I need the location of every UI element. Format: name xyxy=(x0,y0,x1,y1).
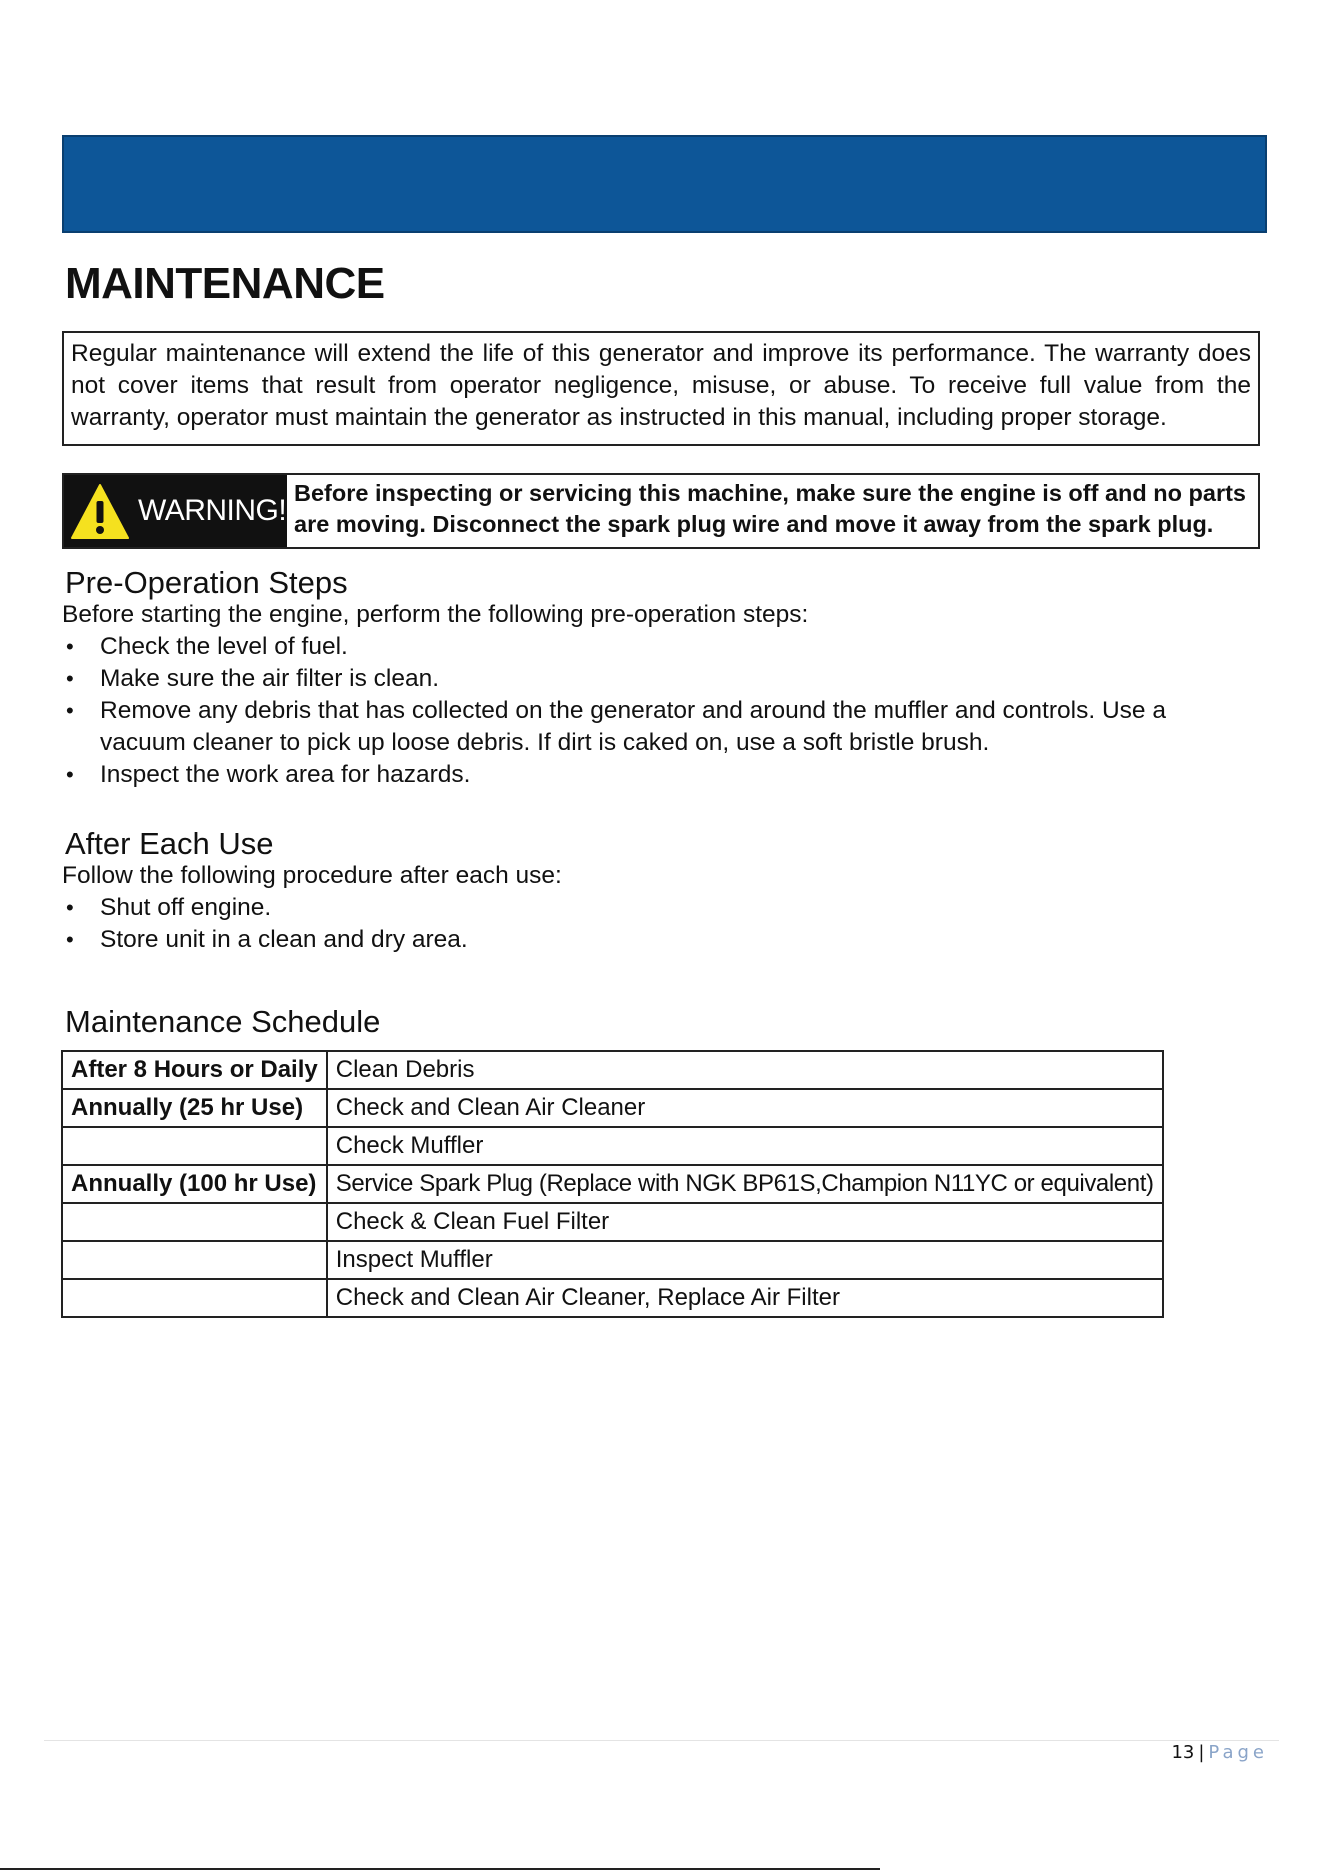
task-cell: Inspect Muffler xyxy=(327,1241,1163,1279)
pre-operation-list xyxy=(62,631,1252,791)
list-item: • Store unit in a clean and dry area. xyxy=(62,924,1252,956)
warning-label xyxy=(64,475,287,547)
header-banner xyxy=(62,135,1267,233)
bullet-icon: • xyxy=(66,666,74,691)
pre-operation-lead: Before starting the engine, perform the following pre-operation steps: xyxy=(62,601,809,628)
table-row xyxy=(62,1279,1163,1317)
page-number xyxy=(1171,1742,1268,1763)
interval-cell xyxy=(62,1203,327,1241)
task-cell: Check Muffler xyxy=(327,1127,1163,1165)
intro-text: Regular maintenance will extend the life of this generator and improve its performance. The warranty does not cover items that result from operator negligence, misuse, or abuse. To receive full value from the warranty, operator must maintain the generator as instructed in this manual, including proper storage. xyxy=(71,340,1251,431)
list-item: • Shut off engine. xyxy=(62,892,1252,924)
page-title: MAINTENANCE xyxy=(65,259,385,308)
page-number-value: 13 xyxy=(1171,1742,1195,1763)
list-item: • Remove any debris that has collected on the generator and around the muffler and controls. Use a vacuum cleaner to pick up loose debris. If dirt is caked on, use a soft bristle brush. xyxy=(66,697,1166,756)
table-row xyxy=(62,1127,1163,1165)
warning-box xyxy=(62,473,1260,549)
interval-cell: Annually (25 hr Use) xyxy=(62,1089,327,1127)
after-use-list xyxy=(62,892,1252,956)
footer-divider xyxy=(44,1740,1279,1741)
warning-word: WARNING! xyxy=(138,494,287,527)
bullet-icon: • xyxy=(66,927,74,952)
bottom-edge-line xyxy=(0,1868,880,1870)
task-cell: Check and Clean Air Cleaner, Replace Air Filter xyxy=(327,1279,1163,1317)
interval-cell: After 8 Hours or Daily xyxy=(62,1051,327,1089)
page-word: Page xyxy=(1208,1742,1268,1763)
interval-cell: Annually (100 hr Use) xyxy=(62,1165,327,1203)
bullet-icon: • xyxy=(66,698,74,723)
table-row xyxy=(62,1241,1163,1279)
task-cell: Check and Clean Air Cleaner xyxy=(327,1089,1163,1127)
bullet-icon: • xyxy=(66,634,74,659)
intro-box xyxy=(62,331,1260,446)
interval-cell xyxy=(62,1241,327,1279)
bullet-icon: • xyxy=(66,762,74,787)
table-row xyxy=(62,1203,1163,1241)
task-cell: Clean Debris xyxy=(327,1051,1163,1089)
list-item: • Make sure the air filter is clean. xyxy=(62,663,1252,695)
task-cell: Check & Clean Fuel Filter xyxy=(327,1203,1163,1241)
warning-triangle-icon xyxy=(70,482,130,540)
table-row xyxy=(62,1051,1163,1089)
bullet-icon: • xyxy=(66,895,74,920)
interval-cell xyxy=(62,1127,327,1165)
schedule-heading: Maintenance Schedule xyxy=(65,1004,381,1039)
maintenance-schedule-table xyxy=(61,1050,1164,1318)
list-item: • Check the level of fuel. xyxy=(62,631,1252,663)
table-row xyxy=(62,1089,1163,1127)
after-use-heading: After Each Use xyxy=(65,826,274,861)
task-cell: Service Spark Plug (Replace with NGK BP61S,Champion N11YC or equivalent) xyxy=(327,1165,1163,1203)
pre-operation-heading: Pre-Operation Steps xyxy=(65,565,348,600)
interval-cell xyxy=(62,1279,327,1317)
table-row xyxy=(62,1165,1163,1203)
warning-text: Before inspecting or servicing this machine, make sure the engine is off and no parts are moving. Disconnect the spark plug wire and move it away from the spark plug. xyxy=(294,480,1246,537)
list-item: • Inspect the work area for hazards. xyxy=(62,759,1252,791)
page-separator: | xyxy=(1198,1742,1205,1763)
after-use-lead: Follow the following procedure after each use: xyxy=(62,862,562,889)
